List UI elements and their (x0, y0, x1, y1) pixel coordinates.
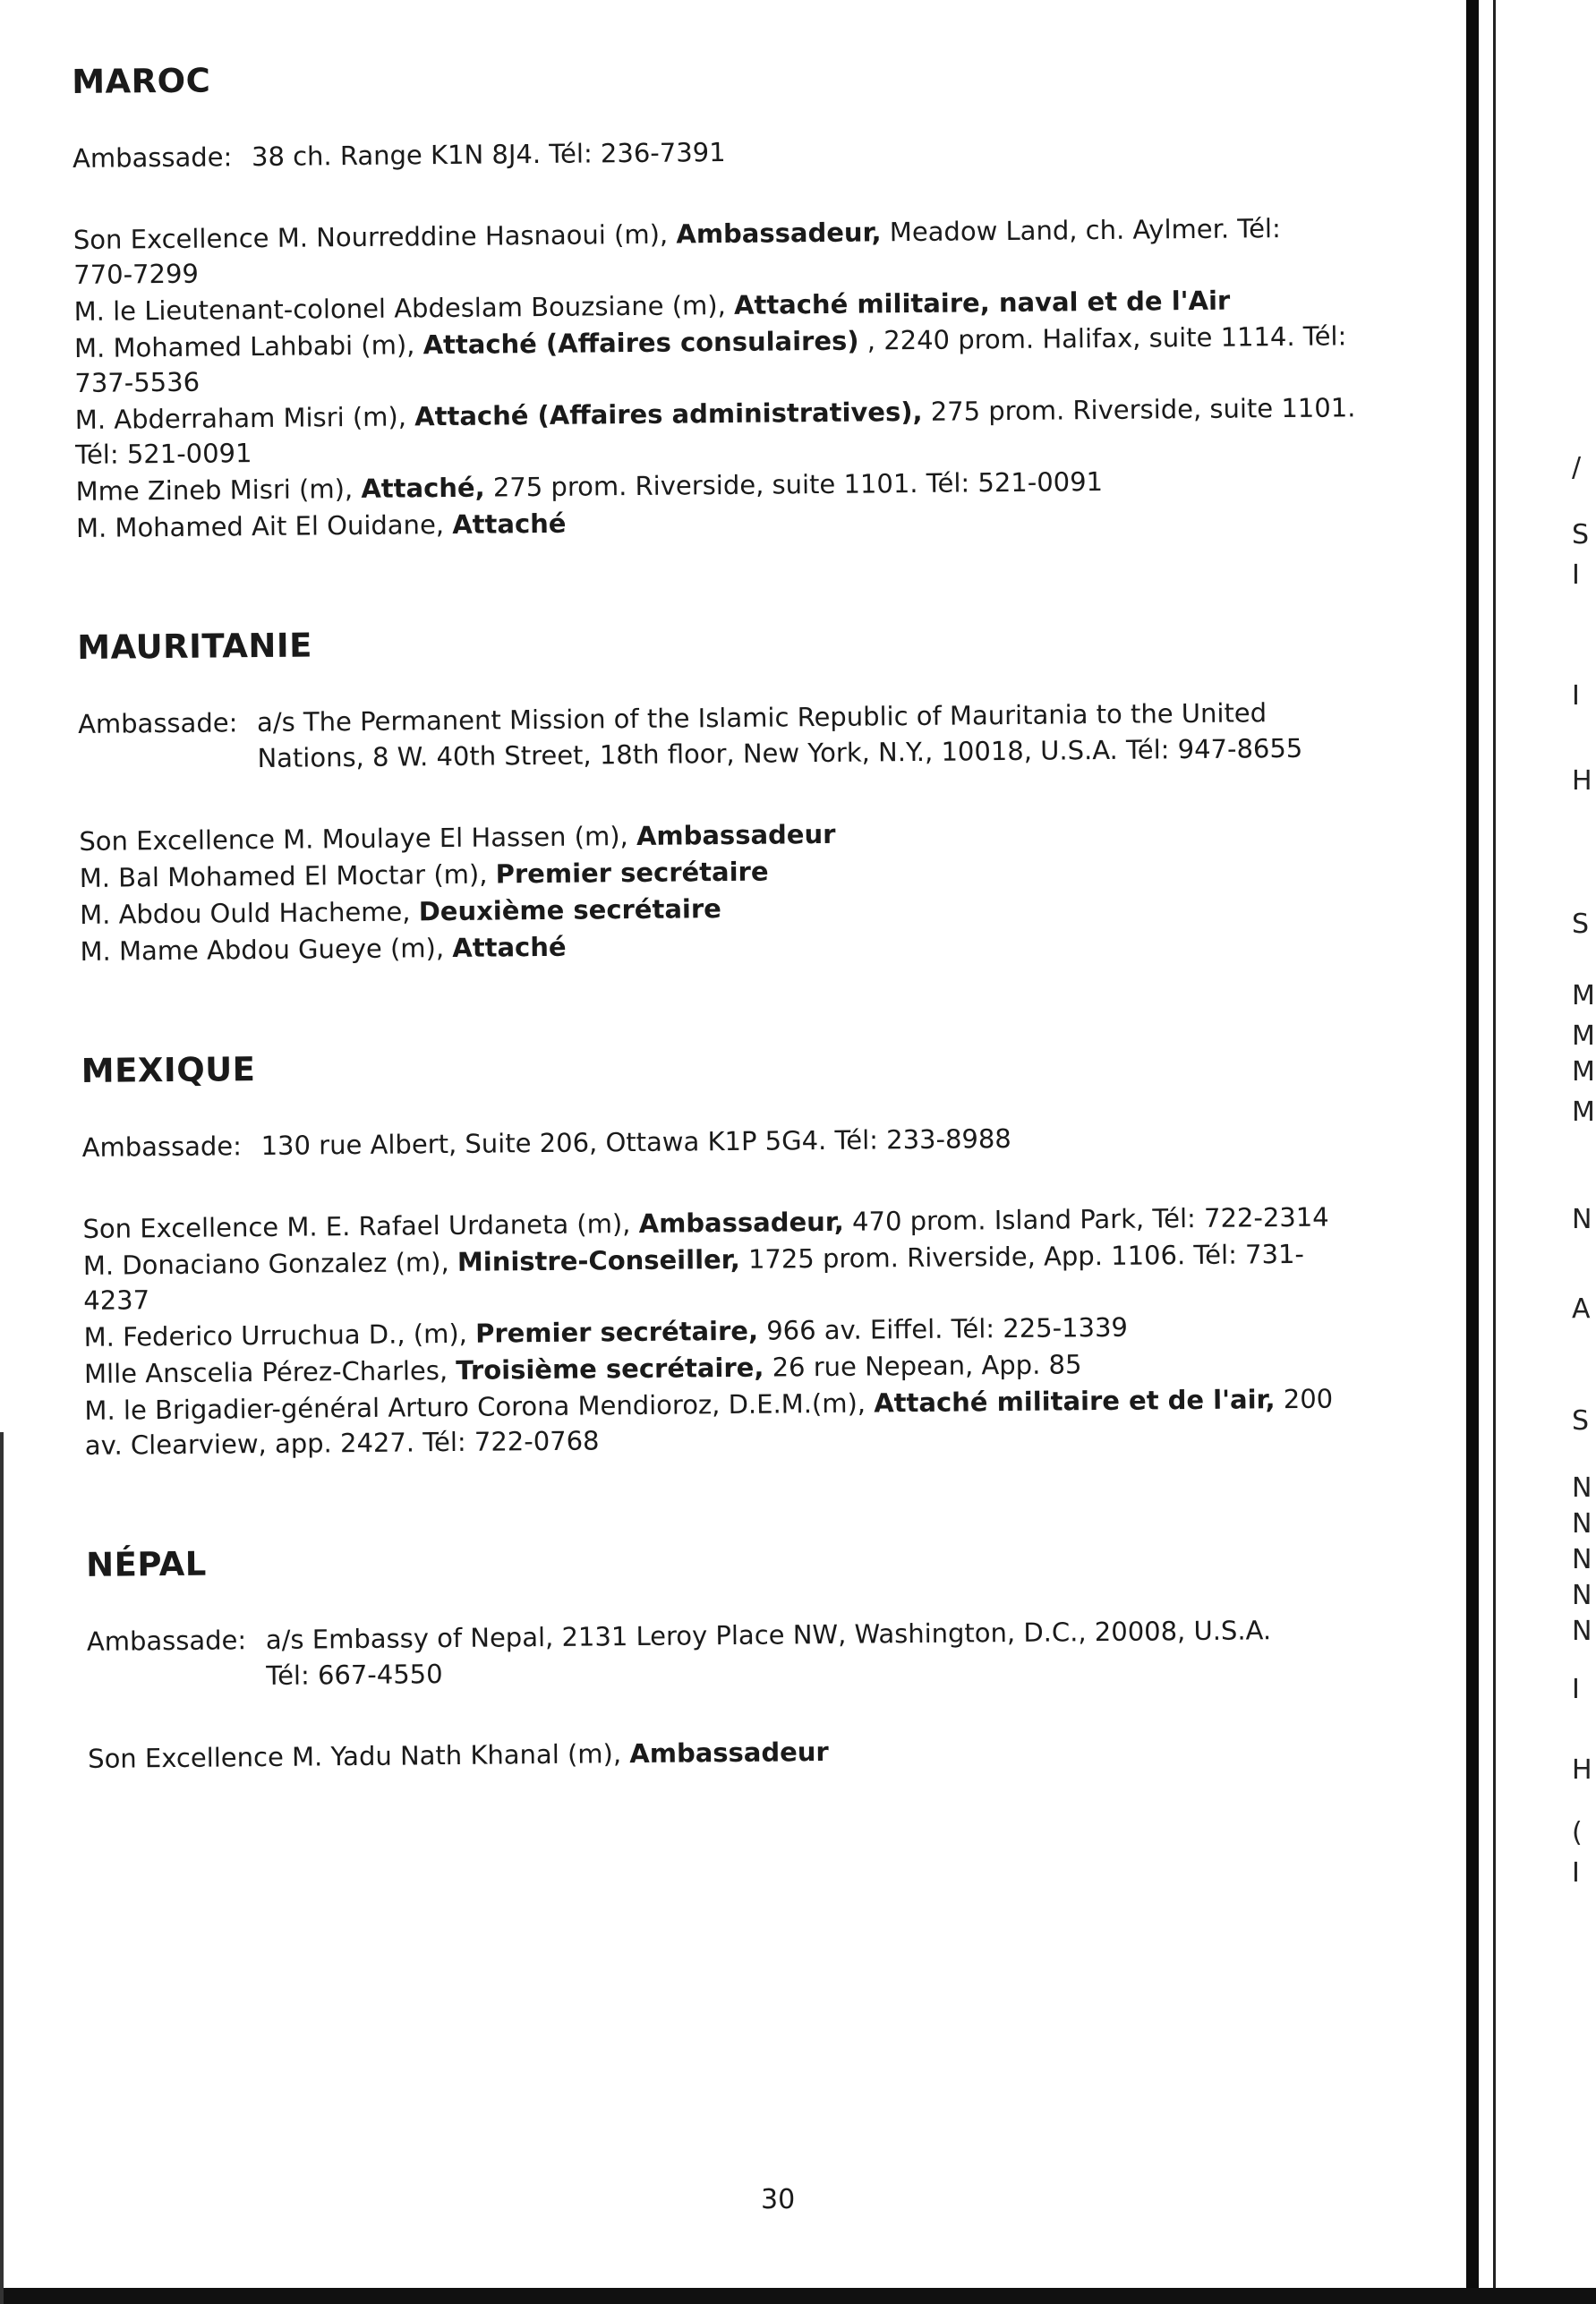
staff-name: M. Mohamed Lahbabi (m), (73, 329, 415, 363)
staff-entry (75, 390, 1401, 473)
staff-title: Ambassadeur, (676, 217, 882, 250)
staff-detail-continuation: 737-5536 (74, 366, 201, 398)
facing-page-fragment: A (1572, 1293, 1591, 1325)
facing-page-fragment: N (1572, 1580, 1592, 1611)
staff-name: M. Donaciano Gonzalez (m), (82, 1247, 449, 1281)
embassy-address-line (87, 1611, 1413, 1695)
staff-entry (84, 1381, 1410, 1463)
facing-page-fragment: S (1572, 909, 1590, 940)
embassy-label: Ambassade: (72, 141, 233, 174)
staff-detail: 200 (1283, 1383, 1334, 1415)
facing-page-fragment: M (1572, 1097, 1595, 1128)
facing-page-fragment: N (1572, 1508, 1592, 1540)
staff-entry (83, 1236, 1409, 1318)
staff-detail-continuation: av. Clearview, app. 2427. Tél: 722-0768 (84, 1425, 600, 1461)
staff-detail: 966 av. Eiffel. Tél: 225-1339 (766, 1311, 1129, 1346)
embassy-address-line (73, 128, 1397, 176)
facing-page-fragment: S (1572, 519, 1590, 550)
staff-name: Son Excellence M. Yadu Nath Khanal (m), (88, 1738, 622, 1774)
directory-page (72, 50, 1413, 1859)
embassy-address-line (78, 694, 1404, 778)
country-heading: MEXIQUE (81, 1050, 256, 1090)
embassy-address-line-2: Nations, 8 W. 40th Street, 18th floor, New York, N.Y., 10018, U.S.A. Tél: 947-8655 (257, 732, 1303, 774)
staff-name: Son Excellence M. Moulaye El Hassen (m), (79, 821, 628, 857)
embassy-address-line-1: a/s The Permanent Mission of the Islamic Republic of Mauritania to the United (256, 697, 1267, 738)
staff-title: Ambassadeur (629, 1736, 829, 1770)
staff-title: Premier secrétaire, (474, 1315, 759, 1349)
embassy-address-line-1: 130 rue Albert, Suite 206, Ottawa K1P 5G4. Tél: 233-8988 (260, 1122, 1011, 1162)
staff-detail: Meadow Land, ch. Aylmer. Tél: (889, 213, 1281, 248)
embassy-address-line (81, 1117, 1406, 1165)
staff-detail-continuation: Tél: 521-0091 (75, 438, 252, 470)
facing-page-fragment: N (1572, 1616, 1592, 1647)
embassy-address-line-2: Tél: 667-4550 (266, 1659, 443, 1691)
embassy-address-line-1: a/s Embassy of Nepal, 2131 Leroy Place NW, Washington, D.C., 20008, U.S.A. (265, 1615, 1272, 1655)
staff-title: Attaché, (361, 472, 485, 504)
staff-name: M. le Brigadier-général Arturo Corona Mendioroz, D.E.M.(m), (84, 1387, 866, 1426)
page-number: 30 (761, 2184, 796, 2215)
staff-title: Troisième secrétaire, (456, 1352, 764, 1386)
country-section (77, 616, 1405, 969)
embassy-label: Ambassade: (81, 1131, 243, 1163)
staff-name: M. Mame Abdou Gueye (m), (80, 933, 445, 967)
facing-page-cropped (1568, 0, 1596, 2304)
facing-page-fragment: N (1572, 1544, 1592, 1575)
facing-page-fragment: I (1572, 680, 1580, 712)
embassy-address (266, 1611, 1413, 1694)
country-heading: MAROC (72, 61, 211, 101)
facing-page-fragment: N (1572, 1204, 1592, 1235)
embassy-label: Ambassade: (77, 707, 238, 739)
staff-title: Attaché (Affaires administratives), (414, 396, 923, 432)
staff-name: M. le Lieutenant-colonel Abdeslam Bouzsiane (m), (73, 289, 726, 327)
facing-page-fragment: / (1572, 452, 1582, 483)
staff-title: Ambassadeur (636, 818, 836, 851)
facing-page-fragment: M (1572, 980, 1595, 1011)
staff-detail: 470 prom. Island Park, Tél: 722-2314 (851, 1201, 1329, 1237)
staff-entry (73, 210, 1399, 293)
staff-name: M. Abderraham Misri (m), (74, 401, 407, 435)
embassy-address-line-1: 38 ch. Range K1N 8J4. Tél: 236-7391 (251, 136, 726, 173)
staff-title: Attaché (452, 931, 567, 963)
staff-title: Attaché militaire et de l'air, (874, 1384, 1276, 1419)
facing-page-fragment: ( (1572, 1817, 1583, 1848)
country-heading: MAURITANIE (77, 626, 313, 667)
country-heading: NÉPAL (85, 1544, 207, 1584)
staff-detail: 26 rue Nepean, App. 85 (772, 1349, 1082, 1383)
staff-title: Attaché (Affaires consulaires) (422, 325, 859, 361)
facing-page-fragment: N (1572, 1472, 1592, 1504)
staff-title: Deuxième secrétaire (418, 893, 722, 927)
country-section (86, 1533, 1413, 1777)
country-section (72, 50, 1401, 546)
staff-entry (74, 319, 1400, 401)
staff-title: Premier secrétaire (495, 856, 769, 890)
facing-page-fragment: H (1572, 1754, 1592, 1786)
embassy-label: Ambassade: (86, 1625, 247, 1657)
facing-page-fragment: S (1572, 1405, 1590, 1437)
staff-name: Mlle Anscelia Pérez-Charles, (83, 1355, 448, 1389)
facing-page-fragment: I (1572, 1857, 1580, 1889)
staff-title: Attaché militaire, naval et de l'Air (733, 285, 1231, 320)
scan-bottom-border (0, 2288, 1596, 2304)
staff-name: Son Excellence M. E. Rafael Urdaneta (m), (82, 1208, 631, 1244)
facing-page-fragment: M (1572, 1020, 1595, 1052)
facing-page-fragment: I (1572, 1674, 1580, 1705)
staff-detail: 275 prom. Riverside, suite 1101. Tél: 521-0091 (492, 465, 1104, 503)
facing-page-fragment: H (1572, 765, 1592, 797)
staff-title: Ambassadeur, (638, 1206, 845, 1239)
facing-page-fragment: I (1572, 559, 1580, 591)
staff-name: Mme Zineb Misri (m), (75, 474, 354, 507)
staff-name: Son Excellence M. Nourreddine Hasnaoui (m), (73, 218, 669, 255)
staff-name: M. Mohamed Ait El Ouidane, (75, 509, 445, 543)
facing-page-fragment: M (1572, 1056, 1595, 1088)
staff-detail-continuation: 770-7299 (73, 258, 200, 290)
staff-title: Ministre-Conseiller, (457, 1243, 740, 1277)
page-gutter-shadow (1466, 0, 1479, 2304)
staff-name: M. Bal Mohamed El Moctar (m), (79, 858, 488, 893)
embassy-address (252, 128, 1397, 175)
staff-title: Attaché (452, 508, 567, 540)
staff-detail: 1725 prom. Riverside, App. 1106. Tél: 731- (747, 1238, 1305, 1275)
staff-name: M. Abdou Ould Hacheme, (79, 896, 411, 930)
staff-detail: , 2240 prom. Halifax, suite 1114. Tél: (866, 320, 1347, 356)
staff-detail: 275 prom. Riverside, suite 1101. (930, 392, 1356, 427)
embassy-address (260, 1117, 1406, 1164)
staff-detail-continuation: 4237 (83, 1284, 150, 1316)
country-section (81, 1039, 1410, 1463)
embassy-address (257, 694, 1404, 776)
scan-left-border (0, 1432, 4, 2304)
staff-name: M. Federico Urruchua D., (m), (83, 1318, 468, 1353)
page-gutter-line (1493, 0, 1496, 2304)
staff-entry (88, 1729, 1413, 1777)
